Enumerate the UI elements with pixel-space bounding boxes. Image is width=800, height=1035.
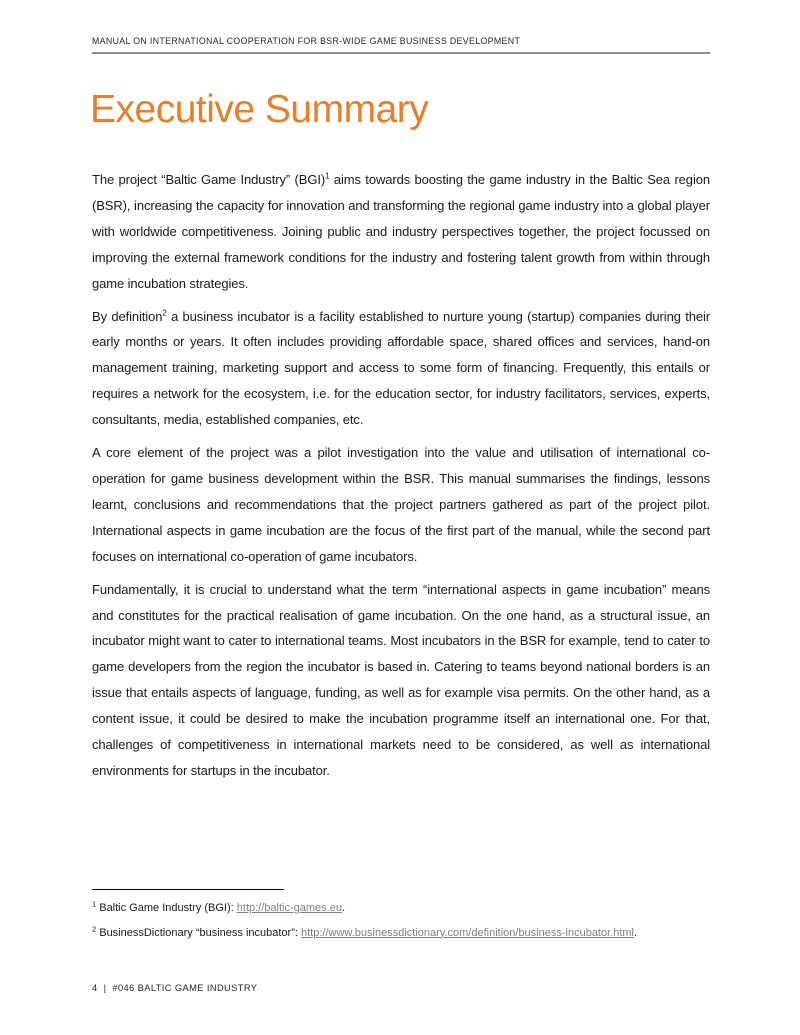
body-content [92,167,710,791]
footnote-marker: 1 [92,899,97,909]
footer-label: #046 BALTIC GAME INDUSTRY [112,983,258,993]
page-number: 4 [92,983,98,993]
page-footer [92,983,260,993]
footnote-link[interactable]: http://baltic-games.eu [236,902,342,914]
footnote-marker: 2 [92,923,97,933]
header-title: MANUAL ON INTERNATIONAL COOPERATION FOR BSR-WIDE GAME BUSINESS DEVELOPMENT [92,36,521,46]
page-header [92,36,710,54]
footnote-reference[interactable]: 1 [325,171,330,181]
footnote-link[interactable]: http://www.businessdictionary.com/definition/business-incubator.html [300,926,634,939]
footer-separator: | [103,983,107,993]
footnote-reference[interactable]: 2 [162,308,167,318]
page-title: Executive Summary [90,88,429,131]
body-paragraph: Fundamentally, it is crucial to understand what the term “international aspects in game incubation” means and constitutes for the practical realisation of game incubation. On the one hand, as a structural issue, an incubator might want to cater to international teams. Most incubators in the BSR for example, tend to cater to game developers from the region the incubator is based in. Catering to teams beyond national borders is an issue that entails aspects of language, funding, as well as for example visa permits. On the other hand, as a content issue, it could be desired to make the incubation programme itself an international one. For that, challenges of competitiveness in international markets need to be considered, as well as international environments for startups in the incubator. [92,581,710,778]
body-paragraph: The project “Baltic Game Industry” (BGI)$^1$ aims towards boosting the game industry in the Baltic Sea region (BSR), increasing the capacity for innovation and transforming the regional game industry into a global player with worldwide competitiveness. Joining public and industry perspectives together, the project focussed on improving the external framework conditions for the industry and fostering talent growth from within through game incubation strategies. [92,171,710,291]
body-paragraph: By definition$^2$ a business incubator is a facility established to nurture young (startup) companies during their early months or years. It often includes providing affordable space, shared offices and services, hand-on management training, marketing support and access to some form of financing. Frequently, this entails or requires a network for the ecosystem, i.e. for the education sector, for industry facilitators, services, experts, consultants, media, established companies, etc. [92,308,710,428]
footnote: $^2$ BusinessDictionary “business incubator”: http://www.businessdictionary.com/definition/business-incubator.html. [92,923,638,939]
footnote: $^1$ Baltic Game Industry (BGI): http://baltic-games.eu. [92,899,345,914]
footnotes-section [92,889,710,949]
footnote-list [92,900,710,942]
body-paragraph: A core element of the project was a pilot investigation into the value and utilisation of international co-operation for game business development within the BSR. This manual summarises the findings, lessons learnt, conclusions and recommendations that the project partners gathered as part of the project pilot. International aspects in game incubation are the focus of the first part of the manual, while the second part focuses on international co-operation of game incubators. [92,445,710,564]
footnote-separator [92,889,284,890]
